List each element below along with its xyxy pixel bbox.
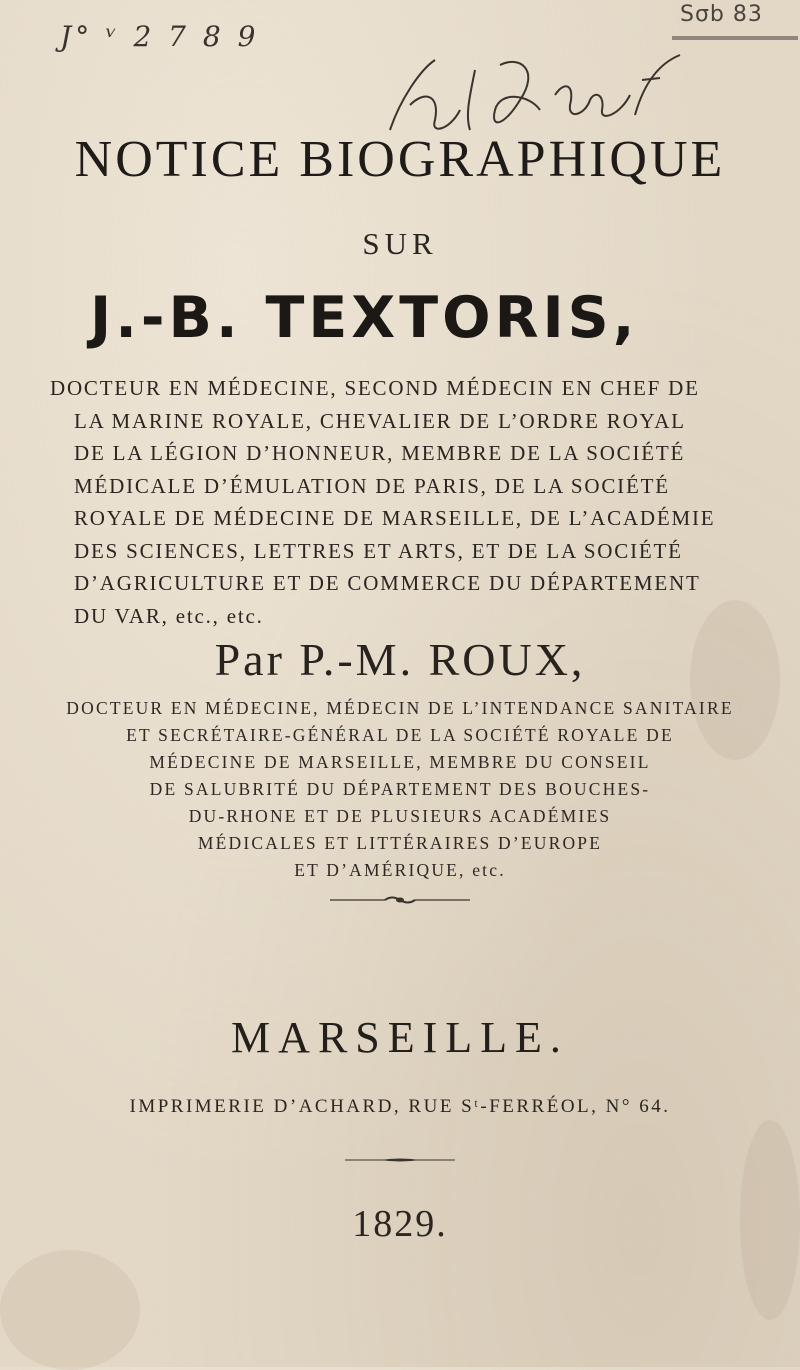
call-number-underline [672,36,798,40]
handwritten-shelf-mark: J° ᵛ 2 7 8 9 [60,20,260,53]
imprint-city: MARSEILLE. [231,1013,569,1062]
credential-line: DES SCIENCES, LETTRES ET ARTS, ET DE LA SOCIÉTÉ [74,538,683,563]
author-credential-line: MÉDICALES ET LITTÉRAIRES D’EUROPE [197,833,603,853]
author-byline: Par P.-M. ROUX, [214,634,586,685]
ornamental-divider [330,895,470,905]
author-credential-line: ET D’AMÉRIQUE, etc. [294,860,506,880]
credential-line: MÉDICALE D’ÉMULATION DE PARIS, DE LA SOCIÉTÉ [74,473,670,498]
credential-line: DOCTEUR EN MÉDECINE, SECOND MÉDECIN EN CHEF DE [50,376,700,400]
author-credentials [45,695,755,884]
credential-line: ROYALE DE MÉDECINE DE MARSEILLE, DE L’ACADÉMIE [74,506,716,530]
title-preposition: SUR [362,226,438,261]
author-credential-line: MÉDECINE DE MARSEILLE, MEMBRE DU CONSEIL [149,752,651,772]
handwritten-call-number: Sσb 83 [680,2,763,27]
publication-year: 1829. [352,1203,448,1245]
subject-name: J.-B. TEXTORIS, [90,285,639,351]
credential-line: D’AGRICULTURE ET DE COMMERCE DU DÉPARTEMENT [74,571,701,595]
imprint-printer: IMPRIMERIE D’ACHARD, RUE Sᵗ-FERRÉOL, N° 64. [129,1096,671,1117]
subject-credentials [50,372,750,632]
credential-line: LA MARINE ROYALE, CHEVALIER DE L’ORDRE ROYAL [74,408,686,433]
document-title: NOTICE BIOGRAPHIQUE [74,131,726,188]
credential-line: DE LA LÉGION D’HONNEUR, MEMBRE DE LA SOCIÉTÉ [74,441,686,465]
author-credential-line: DU-RHONE ET DE PLUSIEURS ACADÉMIES [188,806,612,826]
author-credential-line: ET SECRÉTAIRE-GÉNÉRAL DE LA SOCIÉTÉ ROYALE DE [126,725,674,745]
credential-line: DU VAR, etc., etc. [74,603,264,628]
imprint-rule [345,1157,455,1163]
author-credential-line: DOCTEUR EN MÉDECINE, MÉDECIN DE L’INTENDANCE SANITAIRE [66,698,734,718]
author-credential-line: DE SALUBRITÉ DU DÉPARTEMENT DES BOUCHES- [149,779,651,799]
paper-stain [0,1250,140,1370]
